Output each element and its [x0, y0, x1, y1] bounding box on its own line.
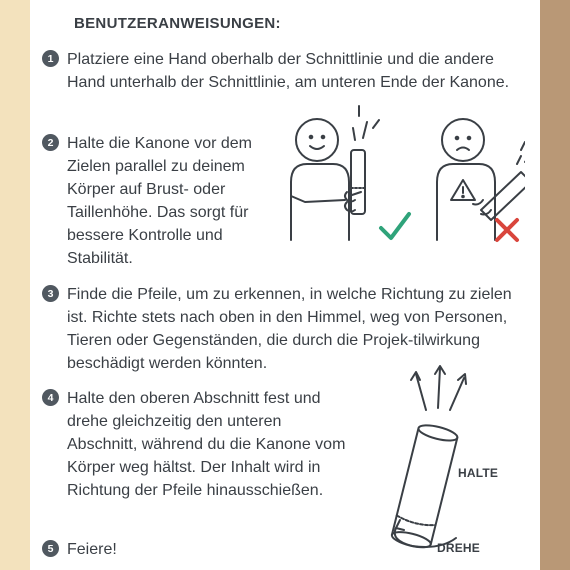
holding-illustration	[285, 92, 525, 252]
cannon-illustration	[360, 360, 470, 560]
twist-label: DREHE	[437, 541, 481, 555]
step-4	[42, 387, 347, 502]
step-number-badge: 2	[42, 134, 59, 151]
step-text: Platziere eine Hand oberhalb der Schnittlinie und die andere Hand unterhalb der Schnittlinie, am unteren Ende der Kanone.	[67, 51, 510, 91]
wrong-cross-icon	[497, 220, 517, 240]
step-5	[42, 538, 242, 561]
step-1	[42, 48, 512, 94]
step-number-badge: 1	[42, 50, 59, 67]
step-text: Finde die Pfeile, um zu erkennen, in welche Richtung zu zielen ist. Richte stets nach oben in den Himmel, weg von Personen, Tieren oder Gegenständen, die durch die Projek-tilwirkung beschädigt werden könnten.	[67, 286, 512, 372]
confetti-cannon	[390, 422, 458, 550]
step-number-badge: 3	[42, 285, 59, 302]
person-head	[296, 119, 338, 161]
hold-label: HALTE	[458, 466, 499, 480]
step-number-badge: 5	[42, 540, 59, 557]
step-number-badge: 4	[42, 389, 59, 406]
right-stripe	[540, 0, 570, 570]
correct-checkmark-icon	[381, 214, 409, 238]
step-text: Feiere!	[67, 541, 117, 558]
instruction-sheet	[30, 0, 540, 570]
confetti-cannon	[351, 150, 365, 214]
person-body	[437, 164, 495, 240]
person-head	[442, 119, 484, 161]
step-text: Halte die Kanone vor dem Zielen parallel zu deinem Körper auf Brust- oder Taillenhöhe. Das sorgt für bessere Kontrolle und Stabilität.	[67, 135, 252, 267]
step-text: Halte den oberen Abschnitt fest und drehe gleichzeitig den unteren Abschnitt, während du die Kanone vom Körper weg hältst. Der Inhalt wird in Richtung der Pfeile hinausschießen.	[67, 390, 346, 499]
left-stripe	[0, 0, 30, 570]
direction-arrows-icon	[411, 366, 466, 410]
page-title: BENUTZERANWEISUNGEN:	[74, 15, 281, 32]
step-2	[42, 132, 292, 270]
